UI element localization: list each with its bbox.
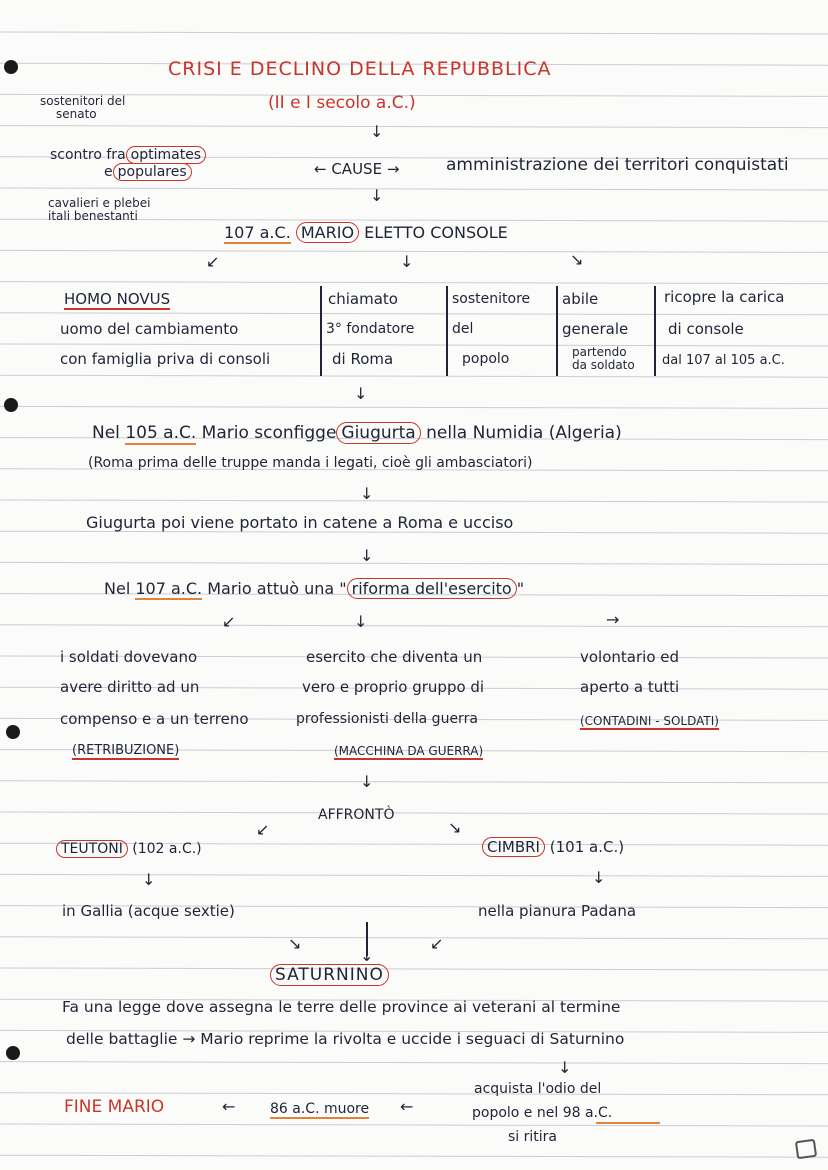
- populares-label: populares: [113, 163, 192, 181]
- contadini-soldati: (CONTADINI - SOLDATI): [580, 714, 719, 728]
- reform-line: [104, 580, 524, 598]
- col4-1: abile: [562, 290, 599, 308]
- reform-right-3: [580, 712, 719, 730]
- binder-hole: [4, 398, 18, 412]
- ruled-line: [0, 282, 828, 284]
- col4-3b: da soldato: [572, 358, 635, 372]
- reform-left-3: compenso e a un terreno: [60, 710, 249, 728]
- down-left-arrow-icon: ↙: [222, 612, 236, 631]
- consul-text: ELETTO CONSOLE: [364, 223, 508, 242]
- saturnino-line2: delle battaglie → Mario reprime la rivolta e uccide i seguaci di Saturnino: [66, 1030, 625, 1048]
- consul-line: [224, 224, 508, 242]
- reform-post: ": [516, 579, 525, 598]
- reform-center-4: [334, 742, 483, 760]
- corner-mark-icon: [795, 1139, 817, 1160]
- table-divider: [446, 286, 448, 376]
- causes-text: amministrazione dei territori conquistati: [446, 155, 789, 175]
- right-arrow-icon: →: [606, 610, 620, 629]
- col3-3: popolo: [462, 351, 510, 367]
- jugurtha-pre: Nel: [92, 423, 120, 443]
- down-arrow-icon: ↓: [400, 252, 414, 271]
- col2-1: chiamato: [328, 290, 398, 308]
- down-arrow-icon: ↓: [360, 546, 374, 565]
- reform-center-1: esercito che diventa un: [306, 648, 483, 666]
- ruled-line: [0, 968, 828, 970]
- binder-hole: [6, 1046, 20, 1060]
- end-label: FINE MARIO: [64, 1097, 165, 1117]
- ruled-line: [0, 937, 828, 939]
- homo-novus-text: HOMO NOVUS: [64, 290, 171, 308]
- ruled-line: [0, 406, 828, 408]
- saturnino-title: [270, 966, 389, 984]
- retire-1: acquista l'odio del: [474, 1081, 602, 1097]
- reform-center-2: vero e proprio gruppo di: [302, 678, 485, 696]
- ruled-line: [0, 1062, 828, 1064]
- ruled-line: [0, 500, 828, 502]
- death-line: [270, 1100, 369, 1118]
- ruled-line: [0, 126, 828, 128]
- teutons-line: [56, 840, 202, 858]
- down-arrow-icon: ↓: [354, 384, 368, 403]
- teutons-place: in Gallia (acque sextie): [62, 902, 235, 920]
- col5-1: ricopre la carica: [664, 288, 785, 306]
- ruled-line: [0, 1155, 828, 1157]
- retire-2: popolo e nel 98 a.C.: [472, 1105, 613, 1121]
- down-arrow-icon: ↓: [592, 868, 606, 887]
- ruled-line: [0, 313, 828, 315]
- optimates-label: optimates: [126, 146, 206, 164]
- table-divider: [320, 286, 322, 376]
- teutons-name: TEUTONI: [56, 840, 128, 858]
- col3-2: del: [452, 321, 474, 337]
- reform-left-4: [72, 742, 179, 760]
- note-senate-1: sostenitori del: [40, 94, 126, 108]
- ruled-line: [0, 625, 828, 627]
- table-row2: uomo del cambiamento: [60, 320, 239, 338]
- cimbri-line: [482, 838, 624, 856]
- death-text: 86 a.C. muore: [270, 1101, 370, 1117]
- down-left-arrow-icon: ↙: [256, 820, 270, 839]
- down-arrow-icon: ↓: [360, 772, 374, 791]
- jugurtha-name: Giugurta: [336, 422, 420, 444]
- reform-center-3: professionisti della guerra: [296, 711, 478, 727]
- jugurtha-fate: Giugurta poi viene portato in catene a Roma e ucciso: [86, 513, 514, 532]
- ruled-line: [0, 812, 828, 814]
- macchina-da-guerra: (MACCHINA DA GUERRA): [334, 744, 484, 758]
- down-arrow-icon: ↓: [354, 612, 368, 631]
- cimbri-name: CIMBRI: [482, 837, 545, 857]
- down-arrow-icon: ↓: [370, 186, 384, 205]
- year-underline: [596, 1122, 660, 1124]
- note-senate-2: senato: [56, 107, 97, 121]
- clash-prefix: scontro fra: [50, 147, 126, 163]
- jugurtha-mid: Mario sconfigge: [201, 423, 337, 443]
- conjunction: e: [104, 164, 113, 180]
- reform-mid: Mario attuò una ": [207, 579, 347, 598]
- consul-year: 107 a.C.: [224, 223, 291, 242]
- col5-2: di console: [668, 320, 744, 338]
- cimbri-year: (101 a.C.): [549, 838, 625, 856]
- left-arrow-icon: ←: [400, 1097, 414, 1116]
- down-arrow-icon: ↓: [360, 946, 374, 965]
- binder-hole: [4, 60, 18, 74]
- down-right-arrow-icon: ↘: [570, 250, 584, 269]
- table-row3: con famiglia priva di consoli: [60, 350, 271, 368]
- down-arrow-icon: ↓: [558, 1058, 572, 1077]
- col3-1: sostenitore: [452, 291, 531, 307]
- homo-novus: [64, 290, 170, 308]
- ruled-line: [0, 32, 828, 34]
- populares-line: [104, 163, 192, 181]
- ruled-line: [0, 781, 828, 783]
- reform-right-2: aperto a tutti: [580, 678, 680, 696]
- ruled-line: [0, 874, 828, 876]
- saturnino-line1: Fa una legge dove assegna le terre delle province ai veterani al termine: [62, 998, 621, 1016]
- saturnino-name: SATURNINO: [270, 964, 389, 986]
- table-divider: [556, 286, 558, 376]
- reform-right-1: volontario ed: [580, 648, 680, 666]
- reform-left-1: i soldati dovevano: [60, 648, 198, 666]
- reform-left-2: avere diritto ad un: [60, 678, 200, 696]
- teutons-year: (102 a.C.): [132, 841, 202, 857]
- clash-line: [50, 146, 206, 164]
- ruled-line: [0, 250, 828, 252]
- ruled-line: [0, 562, 828, 564]
- col4-3a: partendo: [572, 345, 627, 359]
- ruled-line: [0, 375, 828, 377]
- reform-pre: Nel: [104, 579, 131, 598]
- down-left-arrow-icon: ↙: [430, 934, 444, 953]
- binder-hole: [6, 725, 20, 739]
- cimbri-place: nella pianura Padana: [478, 902, 637, 920]
- reform-name: riforma dell'esercito: [347, 578, 517, 599]
- mario-name: MARIO: [296, 222, 359, 243]
- down-arrow-icon: ↓: [142, 870, 156, 889]
- ruled-line: [0, 1093, 828, 1095]
- page-subtitle: (II e I secolo a.C.): [268, 93, 416, 113]
- col5-3: dal 107 al 105 a.C.: [662, 353, 785, 368]
- page-title: CRISI E DECLINO DELLA REPUBBLICA: [168, 58, 552, 80]
- down-arrow-icon: ↓: [370, 122, 384, 141]
- faced-label: AFFRONTÒ: [318, 807, 395, 823]
- reform-year: 107 a.C.: [135, 579, 203, 598]
- note-knights-2: itali benestanti: [48, 209, 138, 223]
- col4-2: generale: [562, 320, 629, 338]
- col2-3: di Roma: [332, 350, 394, 368]
- ruled-line: [0, 1124, 828, 1126]
- causes-label: ← CAUSE →: [314, 160, 400, 178]
- down-right-arrow-icon: ↘: [448, 818, 462, 837]
- col2-2: 3° fondatore: [326, 321, 415, 337]
- jugurtha-year: 105 a.C.: [125, 423, 197, 443]
- ruled-line: [0, 188, 828, 190]
- left-arrow-icon: ←: [222, 1097, 236, 1116]
- jugurtha-line: [92, 424, 622, 442]
- ruled-line: [0, 344, 828, 346]
- retire-3: si ritira: [508, 1129, 557, 1145]
- jugurtha-note: (Roma prima delle truppe manda i legati, cioè gli ambasciatori): [88, 455, 533, 471]
- table-divider: [654, 286, 656, 376]
- down-left-arrow-icon: ↙: [206, 252, 220, 271]
- down-arrow-icon: ↓: [360, 484, 374, 503]
- jugurtha-post: nella Numidia (Algeria): [426, 423, 622, 443]
- retribuzione: (RETRIBUZIONE): [72, 743, 180, 758]
- down-right-arrow-icon: ↘: [288, 934, 302, 953]
- note-knights-1: cavalieri e plebei: [48, 196, 151, 210]
